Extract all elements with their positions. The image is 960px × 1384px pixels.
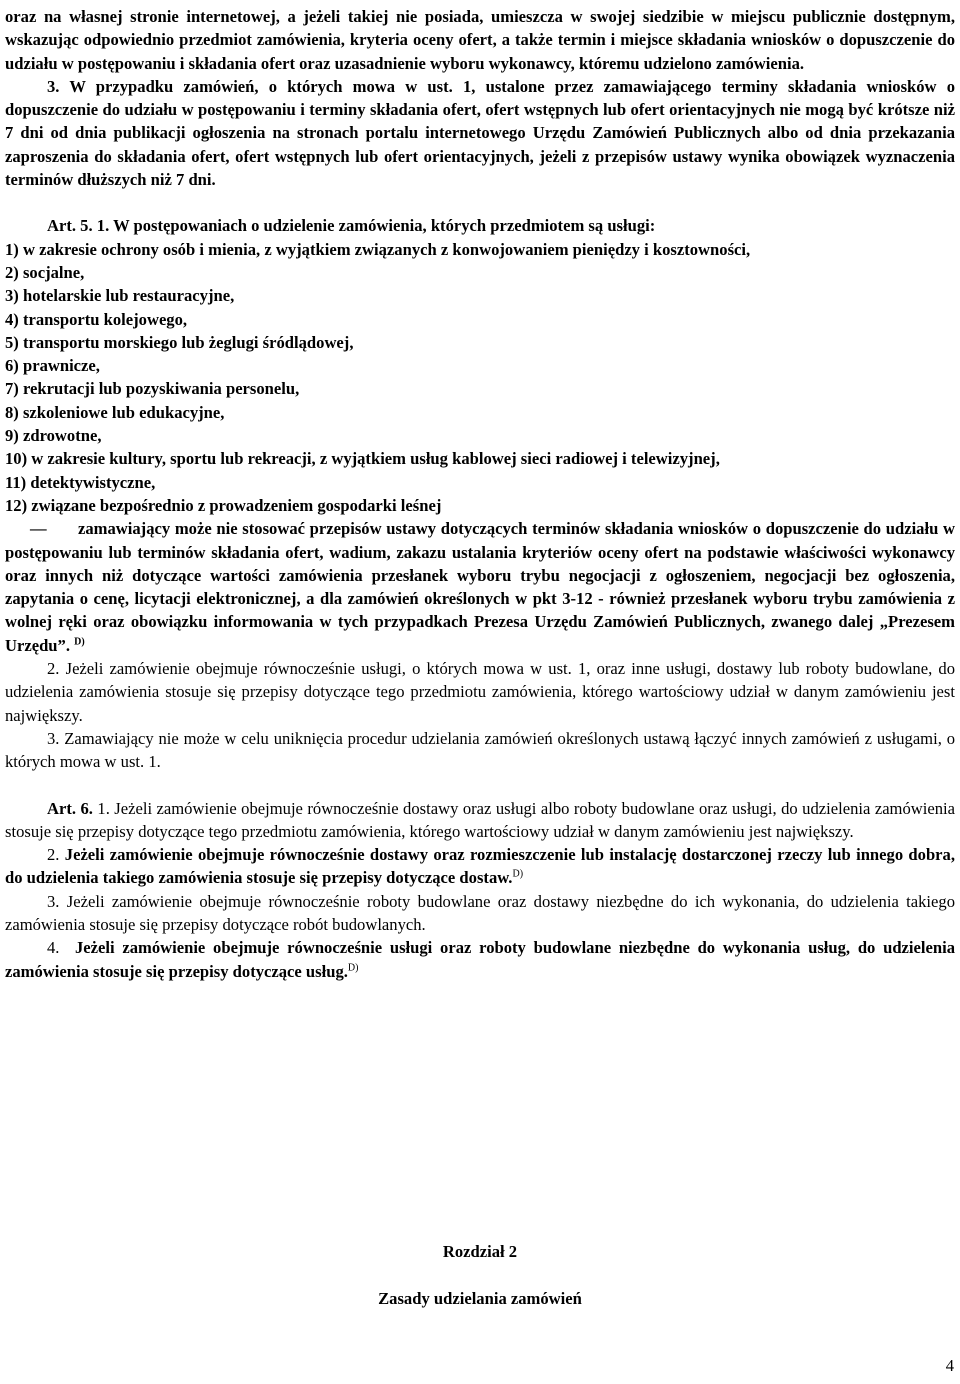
footnote-marker: D) (74, 636, 85, 648)
chapter-title: Zasady udzielania zamówień (378, 1289, 582, 1308)
list-item: 4) transportu kolejowego, (5, 309, 188, 329)
dash-mark: — (30, 519, 47, 539)
list-item: 3) hotelarskie lub restauracyjne, (5, 286, 235, 306)
footnote-marker: D) (512, 868, 524, 880)
spacer (5, 774, 955, 797)
chapter-number: Rozdział 2 (442, 1242, 518, 1261)
list-item: 10) w zakresie kultury, sportu lub rekreacji, z wyjątkiem usług kablowej sieci radiowej i telewizyjnej, (5, 449, 720, 469)
list-item: 8) szkoleniowe lub edukacyjne, (5, 402, 225, 422)
art5-dash-paragraph (5, 517, 955, 657)
continuation-paragraph: oraz na własnej stronie internetowej, a jeżeli takiej nie posiada, umieszcza w swojej siedzibie w miejscu publicznie dostępnym, wskazując odpowiednio przedmiot zamówienia, kryteria oceny ofert, a także termin i miejsce składania wniosków o dopuszczenie do udziału w postępowaniu i składania ofert oraz uzasadnienie wyboru wykonawcy, któremu udzielono zamówienia. (5, 7, 955, 73)
list-item: 5) transportu morskiego lub żeglugi śródlądowej, (5, 332, 354, 352)
art5-label: Art. 5. (47, 216, 93, 236)
document-page (5, 5, 955, 983)
spacer (5, 191, 955, 214)
list-item: 7) rekrutacji lub pozyskiwania personelu, (5, 379, 300, 399)
art6-paragraph-3: 3. Jeżeli zamówienie obejmuje równocześnie roboty budowlane oraz dostawy niezbędne do ich wykonania, do udzielenia takiego zamówienia stosuje się przepisy dotyczące robót budowlanych. (5, 891, 955, 934)
art5-paragraph-2: 2. Jeżeli zamówienie obejmuje równocześnie usługi, o których mowa w ust. 1, oraz inne usługi, dostawy lub roboty budowlane, do udzielenia zamówienia stosuje się przepisy dotyczące tego przedmiotu zamówienia, którego wartościowy udział w danym zamówieniu jest największy. (5, 659, 955, 725)
art6-paragraph-4 (5, 936, 955, 983)
art6-p2-number: 2. (47, 845, 60, 865)
art6-paragraph-1 (5, 797, 955, 844)
paragraph-3 (5, 75, 955, 191)
art6-p1-text: 1. Jeżeli zamówienie obejmuje równocześnie dostawy oraz usługi albo roboty budowlane oraz usługi, do udzielenia zamówienia stosuje się przepisy dotyczące tego przedmiotu zamówienia, którego wartościowy udział w danym zamówieniu jest największy. (5, 798, 955, 841)
art5-services-list (5, 238, 955, 518)
list-item: 12) związane bezpośrednio z prowadzeniem gospodarki leśnej (5, 495, 442, 515)
list-item: 6) prawnicze, (5, 356, 100, 376)
art6-p4-number: 4. (47, 938, 60, 958)
art5-intro-text: 1. W postępowaniach o udzielenie zamówienia, których przedmiotem są usługi: (96, 216, 656, 236)
list-item: 2) socjalne, (5, 262, 85, 282)
art5-paragraph-3: 3. Zamawiający nie może w celu uniknięcia procedur udzielania zamówień określonych ustawą łączyć innych zamówień z usługami, o których mowa w ust. 1. (5, 728, 955, 772)
art6-paragraph-2 (5, 843, 955, 890)
art6-p2-text: Jeżeli zamówienie obejmuje równocześnie dostawy oraz rozmieszczenie lub instalację dostarczonej rzeczy lub innego dobra, do udzielenia takiego zamówienia stosuje się przepisy dotyczące dostaw. (5, 845, 955, 888)
paragraph-3-rest: 1, ustalone przez zamawiającego terminy składania wniosków o dopuszczenie do udziału w postępowaniu i terminy składania ofert, ofert wstępnych lub ofert orientacyjnych nie mogą być krótsze niż 7 dni od dnia publikacji ogłoszenia na stronach portalu internetowego Urzędu Zamówień Publicznych albo od dnia przekazania zaproszenia do składania ofert, ofert wstępnych lub ofert orientacyjnych, jeżeli z przepisów ustawy wynika obowiązek wyznaczenia terminów dłuższych niż 7 dni. (5, 76, 956, 190)
list-item: 11) detektywistyczne, (5, 472, 156, 492)
art6-p4-text: Jeżeli zamówienie obejmuje równocześnie usługi oraz roboty budowlane niezbędne do wykonania usług, do udzielenia zamówienia stosuje się przepisy dotyczące usług. (5, 938, 956, 981)
art5-intro (5, 214, 955, 237)
paragraph-3-lead: 3. W przypadku zamówień, o których mowa w ust. (47, 76, 453, 96)
list-item: 1) w zakresie ochrony osób i mienia, z wyjątkiem związanych z konwojowaniem pieniędzy i kosztowności, (5, 239, 751, 259)
art6-label: Art. 6. (47, 798, 93, 818)
art5-dash-text: zamawiający może nie stosować przepisów ustawy dotyczących terminów składania wniosków o dopuszczenie do udziału w postępowaniu lub terminów składania ofert, wadium, zakazu ustalania kryteriów oceny ofert na podstawie właściwości wykonawcy oraz innych niż dotyczące wartości zamówienia przesłanek wyboru trybu negocjacji z ogłoszeniem, negocjacji bez ogłoszenia, zapytania o cenę, licytacji elektronicznej, a dla zamówień określonych w pkt 3-12 - również przesłanek wyboru trybu zamówienia z wolnej ręki oraz obowiązku informowania w tych przypadkach Prezesa Urzędu Zamówień Publicznych, zwanego dalej „Prezesem Urzędu”. (5, 519, 955, 655)
page-number: 4 (945, 1356, 954, 1375)
list-item: 9) zdrowotne, (5, 426, 102, 446)
footnote-marker: D) (347, 962, 359, 974)
